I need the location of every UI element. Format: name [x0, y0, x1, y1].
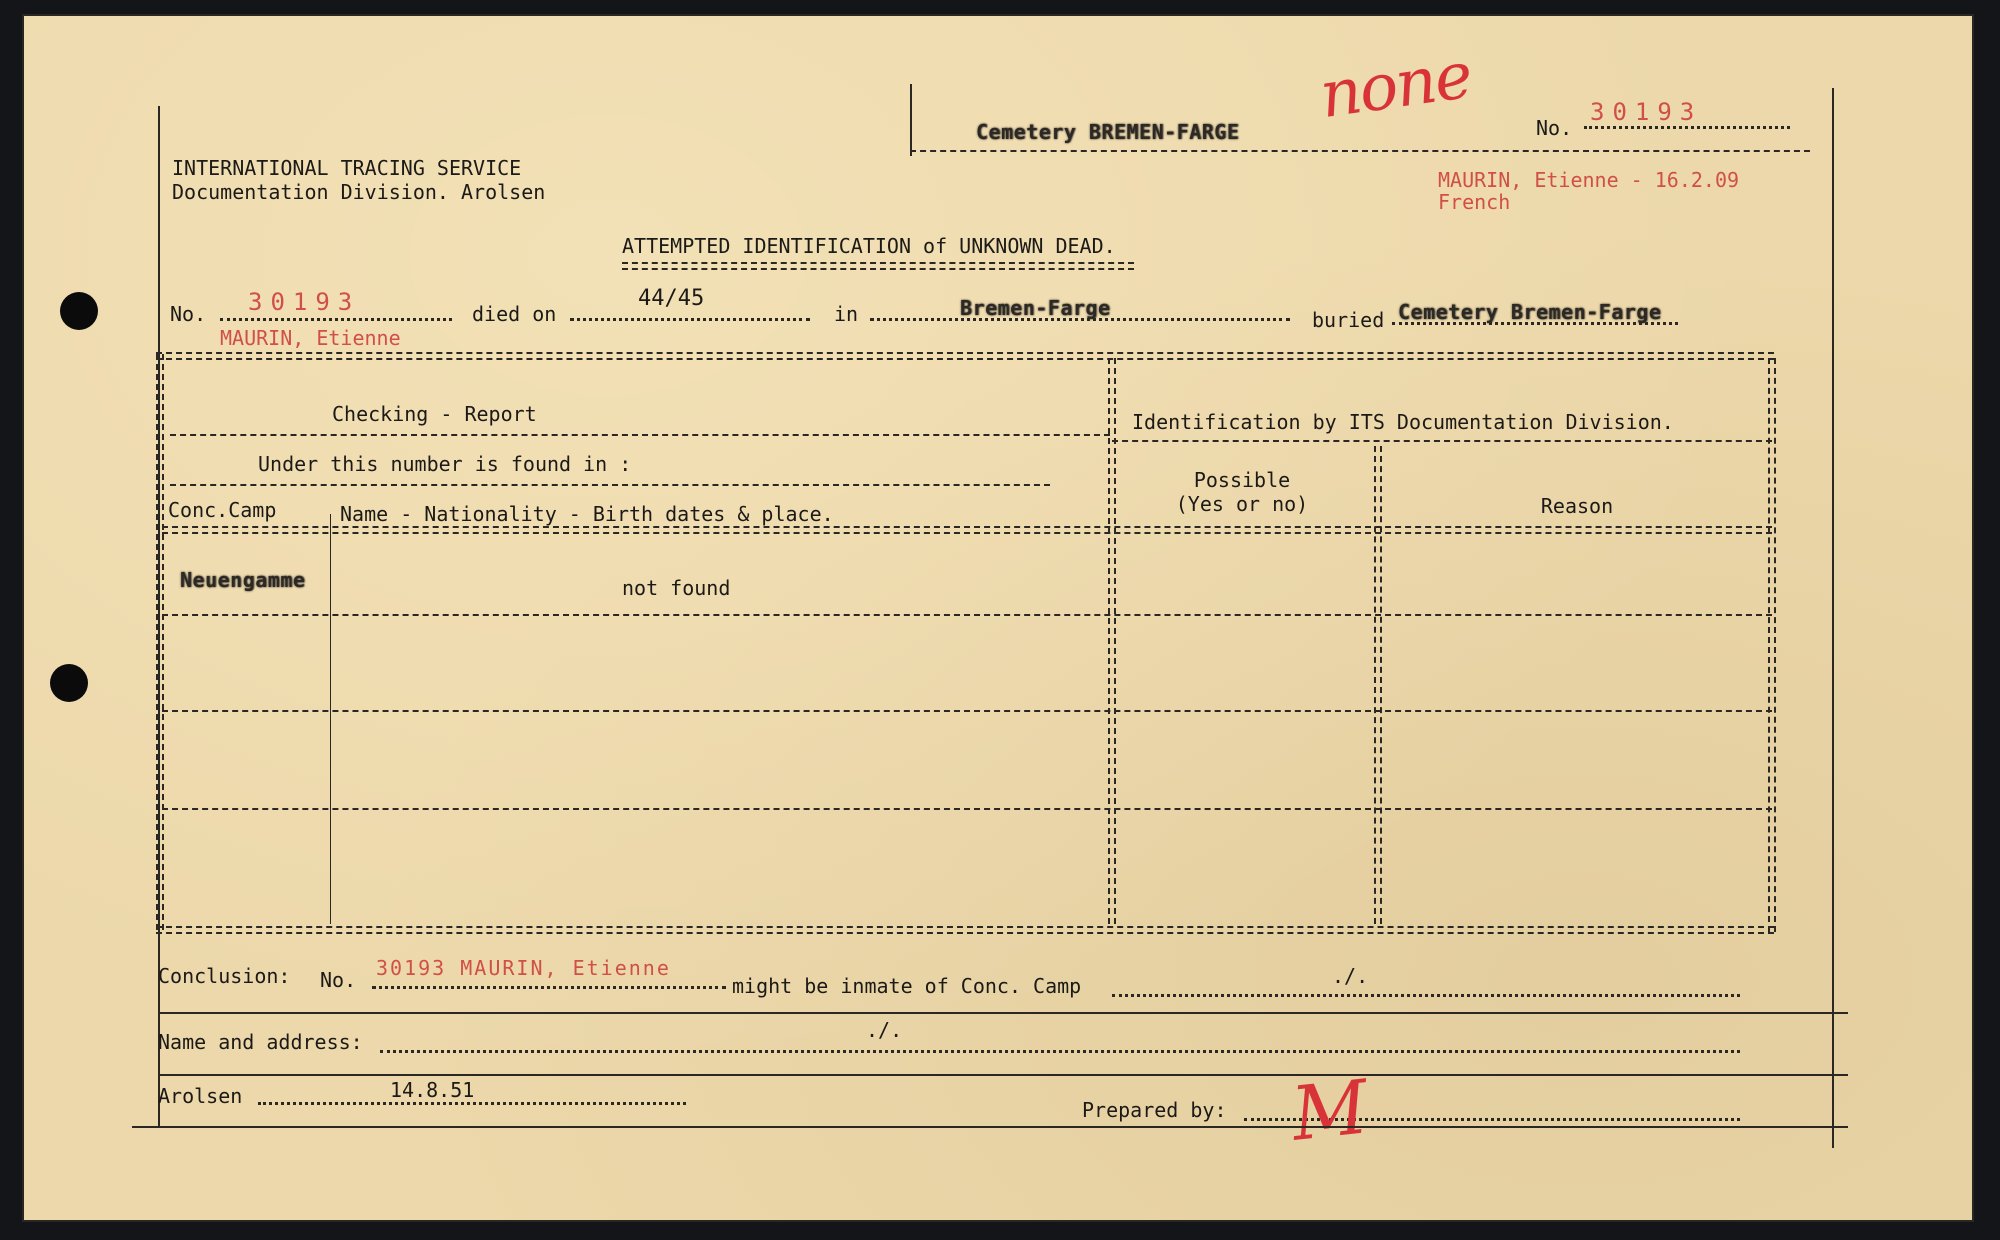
- buried-dots: [1392, 322, 1678, 325]
- cemetery-label: Cemetery BREMEN-FARGE: [976, 120, 1240, 144]
- conclusion-camp-value: ./.: [1332, 964, 1369, 988]
- buried-value: Cemetery Bremen-Farge: [1398, 300, 1662, 324]
- cemetery-box-bottom: [910, 150, 1810, 152]
- in-label: in: [834, 302, 859, 326]
- conclusion-middle-text: might be inmate of Conc. Camp: [732, 974, 1082, 998]
- died-on-label: died on: [472, 302, 557, 326]
- footer-place: Arolsen: [158, 1084, 243, 1108]
- line-under-identification: [1112, 440, 1772, 442]
- line-under-headers: [162, 526, 1772, 534]
- table-divider-reason: [1374, 446, 1382, 924]
- record-no-dots: [220, 318, 452, 321]
- col-header-possible-1: Possible: [1193, 468, 1291, 492]
- punch-hole-bottom: [50, 664, 88, 702]
- row-line-2: [162, 710, 1772, 712]
- conclusion-no-dots: [372, 986, 726, 989]
- table-left-border: [156, 354, 164, 930]
- document-card: [22, 14, 1974, 1222]
- address-separator: [158, 1074, 1848, 1076]
- under-number-text: Under this number is found in :: [258, 452, 632, 476]
- col-header-reason: Reason: [1540, 494, 1614, 518]
- conclusion-value: 30193 MAURIN, Etienne: [376, 956, 671, 980]
- header-no-value: 30193: [1590, 98, 1703, 126]
- footer-date-dots: [258, 1102, 686, 1105]
- conclusion-label: Conclusion:: [158, 964, 291, 988]
- frame-right-line: [1832, 88, 1834, 1148]
- signature: M: [1287, 1064, 1373, 1158]
- line-under-found-in: [170, 484, 1050, 486]
- table-divider-camp: [330, 514, 331, 924]
- record-no-value: 30193: [248, 288, 361, 316]
- checking-report-heading: Checking - Report: [332, 402, 537, 426]
- died-on-value: 44/45: [638, 286, 705, 311]
- form-title: ATTEMPTED IDENTIFICATION of UNKNOWN DEAD.: [622, 234, 1116, 258]
- table-bottom-border: [156, 926, 1774, 934]
- prepared-by-label: Prepared by:: [1082, 1098, 1227, 1122]
- header-no-label: No.: [1536, 116, 1573, 140]
- footer-bottom-line: [132, 1126, 1848, 1128]
- in-dots: [870, 318, 1290, 321]
- record-no-label: No.: [170, 302, 207, 326]
- address-label: Name and address:: [158, 1030, 363, 1054]
- conclusion-separator: [158, 1012, 1848, 1014]
- org-line-1: INTERNATIONAL TRACING SERVICE: [172, 156, 522, 180]
- handwritten-note: none: [1315, 38, 1476, 134]
- cemetery-box-left: [910, 84, 912, 156]
- row-line-3: [162, 808, 1772, 810]
- person-nationality: French: [1438, 190, 1511, 214]
- conclusion-no-label: No.: [320, 968, 357, 992]
- identification-heading: Identification by ITS Documentation Division.: [1132, 410, 1674, 434]
- buried-label: buried: [1312, 308, 1385, 332]
- col-header-camp: Conc.Camp: [168, 498, 277, 522]
- person-name-date: MAURIN, Etienne - 16.2.09: [1438, 168, 1740, 192]
- row-1-name: not found: [622, 576, 731, 600]
- address-value: ./.: [866, 1018, 903, 1042]
- row-line-1: [162, 614, 1772, 616]
- died-on-dots: [570, 318, 810, 321]
- table-right-border: [1768, 358, 1776, 932]
- punch-hole-top: [60, 292, 98, 330]
- col-header-name: Name - Nationality - Birth dates & place.: [340, 502, 834, 526]
- address-dots: [380, 1050, 1740, 1053]
- table-top-border: [156, 352, 1774, 360]
- footer-date: 14.8.51: [390, 1078, 475, 1102]
- in-value: Bremen-Farge: [960, 296, 1111, 320]
- row-1-camp: Neuengamme: [180, 568, 306, 592]
- table-divider-main: [1108, 358, 1116, 924]
- line-under-checking: [170, 434, 1110, 436]
- conclusion-camp-dots: [1112, 994, 1740, 997]
- title-underline: [622, 262, 1134, 270]
- header-no-dots: [1584, 126, 1790, 129]
- org-line-2: Documentation Division. Arolsen: [172, 180, 546, 204]
- record-name-below: MAURIN, Etienne: [220, 326, 401, 350]
- col-header-possible-2: (Yes or no): [1175, 492, 1309, 516]
